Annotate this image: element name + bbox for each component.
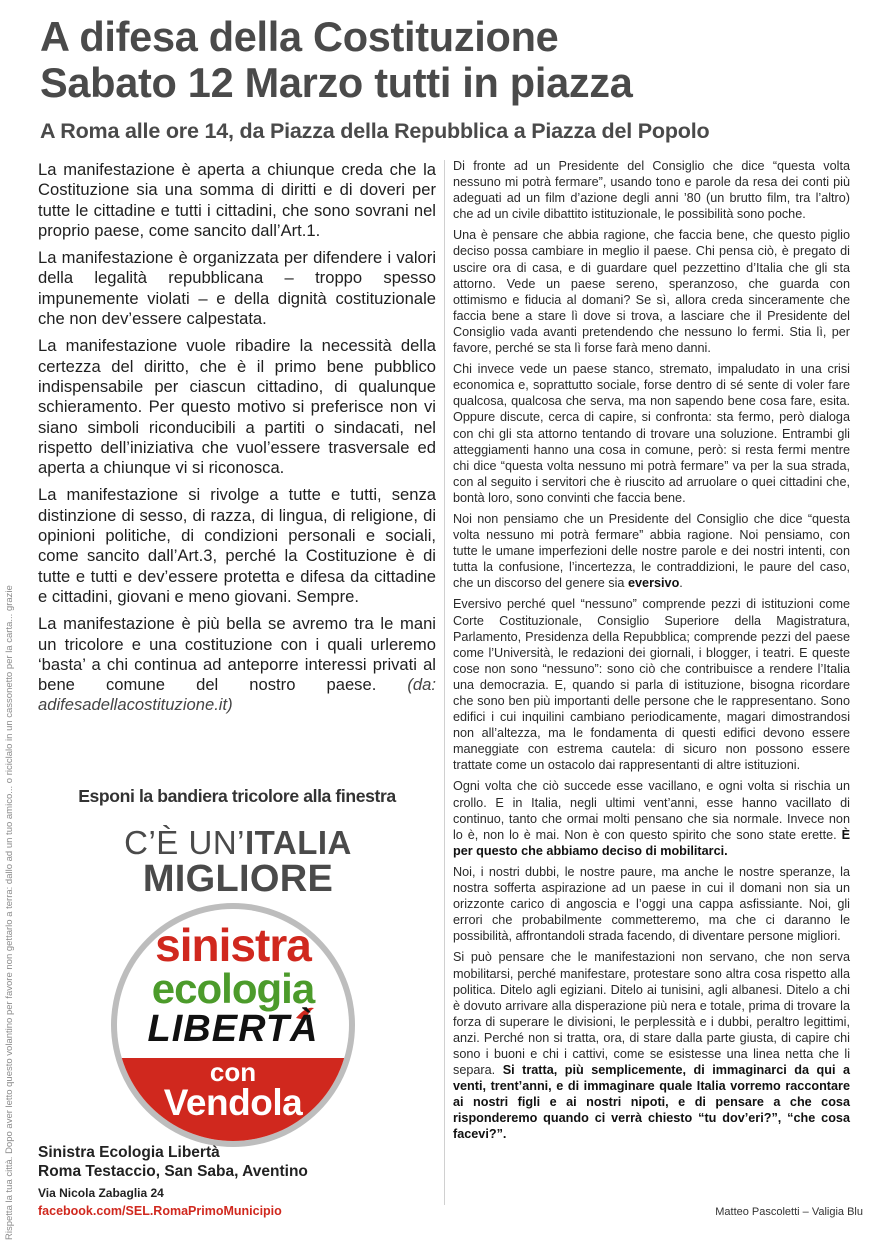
organization-name: Sinistra Ecologia Libertà [38,1144,220,1161]
right-paragraph-6 [453,778,850,858]
organization-area: Roma Testaccio, San Saba, Aventino [38,1163,308,1180]
slogan-line-1-b: ITALIA [244,824,352,861]
slogan-line-1-a: C’È UN’ [124,824,245,861]
logo-word-liberta: LIBERTÀ [147,1008,319,1050]
organization-address: Via Nicola Zabaglia 24 [38,1186,164,1200]
right-paragraph-7: Noi, i nostri dubbi, le nostre paure, ma anche le nostre speranze, la nostra sofferta aspirazione ad un paese in cui il domani non sia un orizzonte carico di angoscia e l’oggi una cappa asfissiante. Noi, gli errori che probabilmente commetteremo, ma che ci daranno le possibilità, affrontandoli strada facendo, di diventare persone migliori. [453,864,850,944]
left-paragraph-5-text: La manifestazione è più bella se avremo tra le mani un tricolore e una costituzione con i quali urleremo ‘basta’ a chi continua ad anteporre interessi privati al bene comune del nostro paese. [38,614,436,695]
left-paragraph-1: La manifestazione è aperta a chiunque creda che la Costituzione sia una somma di diritti e di doveri per tutte le cittadine e tutti i cittadini, che sono sovrani nel proprio paese, come sancito dall’Art.1. [38,160,436,240]
right-paragraph-4: Noi non pensiamo che un Presidente del Consiglio che dice “questa volta nessuno mi potrà fermare” abbia ragione. Noi pensiamo, con tutte le umane imperfezioni delle nostre parole e dei nostri intenti, con tutta la confusione, l’incertezza, le contraddizioni, le paure del caso, che un discorso del genere sia eversivo. [453,511,850,591]
right-paragraph-4-text: Noi non pensiamo che un Presidente del Consiglio che dice “questa volta nessuno mi potrà fermare” abbia ragione. Noi pensiamo, con tutte le umane imperfezioni delle nostre parole e dei nostri intenti, con tutta la confusione, l’incertezza, le contraddizioni, le paure del caso, che un discorso del genere sia [453,511,850,591]
recycle-side-note: Rispetta la tua città. Dopo aver letto questo volantino per favore non gettarlo a terra: dallo ad un tuo amico... o riciclalo in un cassonetto per la carta... grazie [4,585,15,1240]
left-paragraph-4: La manifestazione si rivolge a tutte e tutti, senza distinzione di sesso, di razza, di lingua, di religione, di opinioni politiche, di condizioni personali e sociali, come sancito dall’Art.3, perché la Costituzione è di tutte e tutti e dev’essere protetta e difesa da cittadine e cittadini, giovani e meno giovani. Sempre. [38,485,436,606]
right-paragraph-4-bold: eversivo [627,576,680,591]
right-paragraph-2: Una è pensare che abbia ragione, che faccia bene, che questo piglio deciso possa cambiare in meglio il paese. Chi pensa ciò, è pregato di uscire ora di casa, e di guardare quel pezzettino d’Italia che gli sta attorno. Vede un paese sereno, speranzoso, che guarda con ottimismo e fiducia al domani? Se sì, allora creda sinceramente che faccia bene a stare lì dove si trova, a lasciare che il Presidente del Consiglio vada avanti pretendendo che nessuno lo fermi. Stia lì, per favore, perché se sta lì forse farà meno danni. [453,228,850,356]
right-paragraph-6-bold: È per questo che abbiamo deciso di mobilitarci. [453,827,850,858]
left-paragraph-5-source: (da: adifesadellacostituzione.it) [38,675,436,715]
right-paragraph-8 [453,949,850,1142]
right-paragraph-8-text: Si può pensare che le manifestazioni non servano, che non serva mobilitarsi, perché manifestare, protestare sono altra cosa rispetto alla politica. Ditelo agli egiziani. Ditelo ai tunisini, agli albanesi. Ditelo a chi è dovuto arrivare alla disperazione più nera e totale, prima di trovare la forza di superare le divisioni, le perplessità e i dubbi, peraltro legittimi, anzi. Perché non si tratta, ora, di stare dalla parte giusta, di capire chi sono i buoni e chi i cattivi, come se esistesse una linea netta che li separa. [453,950,850,1078]
logo-word-sinistra: sinistra [155,919,311,971]
left-paragraph-2: La manifestazione è organizzata per difendere i valori della legalità repubblicana – troppo spesso impunemente violati – e della dignità costituzionale che non dev’essere calpestata. [38,248,436,329]
right-paragraph-1: Di fronte ad un Presidente del Consiglio che dice “questa volta nessuno mi potrà fermare”, usando tono e parole da resa dei conti più adeguati ad un film d’azione degli anni ’80 (un brutto film, tra l’altro) che ad un civile dibattito istituzionale, le possibilità sono poche. [453,159,850,222]
page-subtitle: A Roma alle ore 14, da Piazza della Repubblica a Piazza del Popolo [40,119,710,143]
facebook-link[interactable]: facebook.com/SEL.RomaPrimoMunicipio [38,1204,282,1218]
right-paragraph-6-text: Ogni volta che ciò succede esse vacillano, e ogni volta si rischia un crollo. E in Italia, negli ultimi vent’anni, esse hanno vacillato di continuo, tanto che ormai molti pensano che sia normale. Invece non lo è, non lo è mai. Non è con questo spirito che sono state erette. [453,779,850,842]
column-divider [444,160,445,1205]
logo-word-ecologia: ecologia [151,965,315,1012]
page-title [40,14,860,106]
sel-party-logo [108,900,358,1150]
right-paragraph-8-bold: Si tratta, più semplicemente, di immaginarci da qui a venti, trent’anni, e di immaginare quale Italia vorremo raccontare ai nostri figli e ai nostri nipoti, e di pensare a che cosa risponderemo quando ci verrà chiesto “tu dov’eri?”, “che cosa facevi?”. [453,1063,851,1142]
logo-word-vendola: Vendola [163,1082,303,1123]
organization-block [38,1143,438,1220]
flag-call-to-action: Esponi la bandiera tricolore alla finestra [78,786,396,806]
article-author: Matteo Pascoletti – Valigia Blu [715,1206,863,1218]
logo-word-con: con [209,1057,257,1087]
title-line-2: Sabato 12 Marzo tutti in piazza [40,59,633,106]
right-column [453,158,850,1148]
title-line-1: A difesa della Costituzione [40,13,559,60]
slogan-line-2: MIGLIORE [142,858,334,900]
right-paragraph-3: Chi invece vede un paese stanco, stremato, impaludato in una crisi economica e, soprattutto sociale, forse dentro di sé sente di voler fare qualcosa, qualcosa che serva, ma non sapendo bene cosa fare, esita. Oppure discute, cerca di capire, si confronta: sta fermo, però dialoga con chi gli sta attorno tentando di trovare una soluzione. Entrambi gli atteggiamenti hanno una cosa in comune, però: si resta fermi mentre chi dice “questa volta nessuno mi potrà fermare” va per la sua strada, con al seguito i servitori che è riuscito ad arruolare o quei cittadini che, bontà loro, sono convinti che faccia bene. [453,362,850,505]
left-paragraph-3: La manifestazione vuole ribadire la necessità della certezza del diritto, che è il primo bene pubblico indispensabile per ciascun cittadino, di qualunque schieramento. Per questo motivo si preferisce non vi siano simboli riconducibili a partiti o sindacati, nel rispetto dell’iniziativa che vuol’essere trasversale ed aperta a chiunque vi si riconosca. [38,336,436,478]
left-paragraph-5 [38,614,436,715]
slogan-line-1 [118,826,358,859]
slogan [118,826,358,898]
right-paragraph-5: Eversivo perché quel “nessuno” comprende pezzi di istituzioni come Corte Costituzionale, Consiglio Superiore della Magistratura, Parlamento, Presidenza della Repubblica; comprende pezzi del paese come l’Università, le redazioni dei giornali, i blogger, i teatri. E queste cose non sono “nessuno”: sono ciò che contribuisce a rendere l’Italia una democrazia. E, quando si parla di istituzione, bisogna ricordare che sono ben più importanti delle persone che le rappresentano. Sono edifici i cui inquilini cambiano periodicamente, magari dimostrandosi non all’altezza, ma le fondamenta di questi edifici devono essere maneggiate con estrema cautela: di sicuro non possono essere trattate come un ostacolo dai rappresentanti di altre istituzioni. [453,597,850,773]
left-column [38,160,436,723]
